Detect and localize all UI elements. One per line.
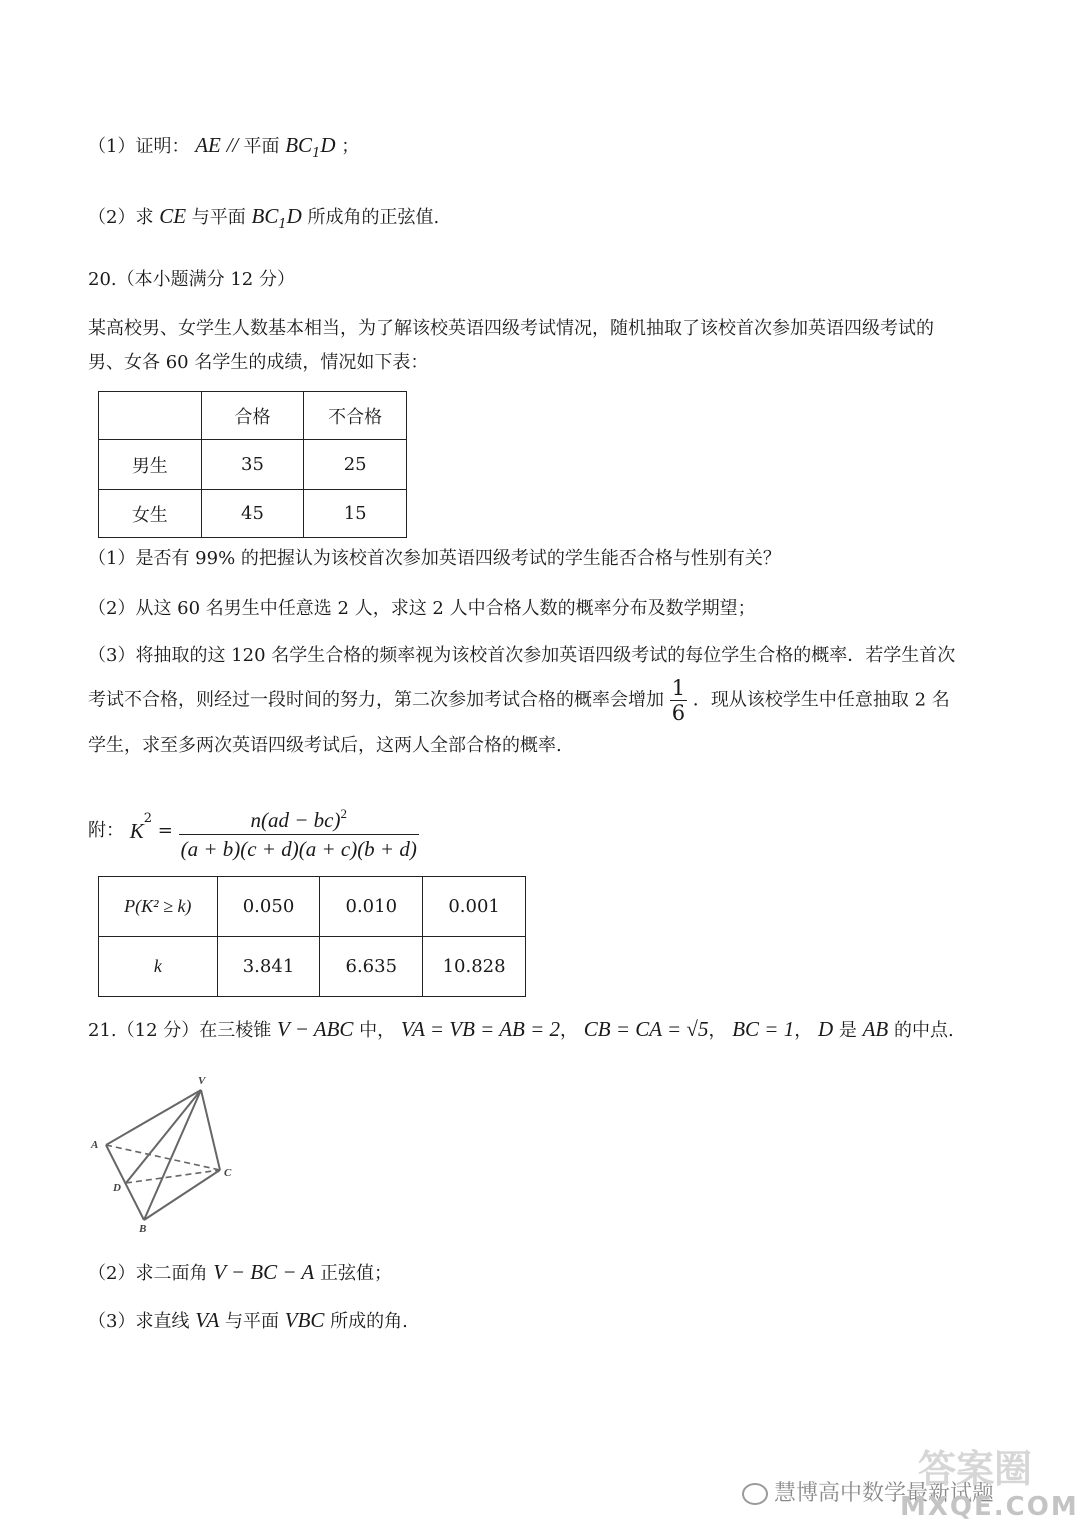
q19-part2-mid: 与平面 [191, 207, 246, 228]
formula-fraction [179, 800, 419, 863]
table-cell: 0.050 [217, 877, 320, 937]
q19-part1-plane: 平面 [243, 136, 280, 157]
label-b: B [139, 1223, 147, 1235]
formula-lhs: K [129, 819, 144, 843]
table-cell: 0.010 [320, 877, 423, 937]
q20-header: 20.（本小题满分 12 分） [88, 269, 295, 290]
q21-q2 [88, 1259, 392, 1287]
q21-q2-end: 正弦值； [320, 1263, 392, 1284]
q19-part1-expr-c: D [320, 133, 336, 157]
table-cell: 男生 [99, 440, 202, 490]
q19-part1-parallel: // [226, 133, 244, 157]
q21-mid2: ， [560, 1020, 579, 1041]
table-cell: 女生 [99, 490, 202, 538]
q19-part2-sub: 1 [278, 217, 287, 232]
q20-q3-line2 [88, 676, 950, 725]
label-a: A [91, 1139, 99, 1151]
q21-q3 [88, 1307, 408, 1335]
q21-expr-cb-ca: CB = CA = √5 [583, 1017, 709, 1041]
q19-part2-end: 所成角的正弦值. [307, 207, 440, 228]
q19-part2 [88, 203, 439, 238]
formula-numerator [179, 800, 419, 835]
q21-end: 的中点. [888, 1020, 954, 1041]
edge-dc-hidden [126, 1170, 220, 1183]
formula-lhs-sup: 2 [143, 811, 153, 826]
q19-part1 [88, 132, 359, 167]
table-cell: 10.828 [423, 937, 526, 997]
appendix-label: 附： [88, 820, 124, 841]
q19-part1-label: （1）证明： [88, 136, 190, 157]
table-label-k: k [99, 937, 218, 997]
q20-intro-line1: 某高校男、女学生人数基本相当，为了解该校英语四级考试情况，随机抽取了该校首次参加英语四级考试的 [88, 318, 934, 339]
formula-denominator: (a + b)(c + d)(a + c)(b + d) [180, 836, 417, 861]
q19-part1-expr-a: AE [195, 133, 221, 157]
q19-part1-expr-b: BC [285, 133, 313, 157]
fraction-numerator: 1 [671, 676, 686, 700]
q20-q3-line3: 学生，求至多两次英语四级考试后，这两人全部合格的概率. [88, 735, 562, 756]
formula-numerator-text: n(ad − bc) [250, 807, 341, 832]
wechat-icon [742, 1483, 768, 1505]
edge-vc [201, 1090, 220, 1170]
q20-q2: （2）从这 60 名男生中任意选 2 人，求这 2 人中合格人数的概率分布及数学期望； [88, 598, 756, 619]
pyramid-figure [84, 1070, 254, 1235]
table-corner [99, 392, 202, 440]
q21-expr-pyramid: V − ABC [277, 1017, 354, 1041]
q21-header-text: 21.（12 分）在三棱锥 [88, 1020, 272, 1041]
q21-q3-expr-vbc: VBC [284, 1308, 325, 1332]
formula-numerator-sup: 2 [340, 805, 347, 821]
label-v: V [198, 1075, 206, 1087]
table-cell: 35 [201, 440, 304, 490]
q21-mid1: 中， [353, 1020, 396, 1041]
q21-q3-end: 所成的角. [330, 1311, 408, 1332]
q20-q3-line1: （3）将抽取的这 120 名学生合格的频率视为该校首次参加英语四级考试的每位学生合格的概率．若学生首次 [88, 645, 956, 666]
q19-part1-end: ； [341, 136, 360, 157]
table-row [99, 490, 407, 538]
q20-intro-line2: 男、女各 60 名学生的成绩，情况如下表： [88, 352, 429, 373]
q20-q3-line2b: ．现从该校学生中任意抽取 2 名 [692, 689, 950, 711]
q21-q3-label: （3）求直线 [88, 1311, 190, 1332]
gender-pass-table [98, 391, 407, 538]
q21-expr-ab: AB [862, 1017, 889, 1041]
q19-part2-expr-c: D [286, 204, 302, 228]
formula-equals: = [157, 820, 179, 841]
table-cell: 6.635 [320, 937, 423, 997]
q19-part2-expr-b: BC [251, 204, 279, 228]
table-cell: 25 [304, 440, 407, 490]
table-cell: 45 [201, 490, 304, 538]
table-label-probability: P(K² ≥ k) [99, 877, 218, 937]
table-cell: 3.841 [217, 937, 320, 997]
q21-expr-va-vb-ab: VA = VB = AB = 2 [400, 1017, 561, 1041]
stamp-watermark: 答案圈 [918, 1447, 1033, 1491]
table-row [99, 937, 526, 997]
q20-q3-line2a: 考试不合格，则经过一段时间的努力，第二次参加考试合格的概率会增加 [88, 689, 664, 711]
edge-vd [126, 1090, 201, 1183]
table-header-fail: 不合格 [304, 392, 407, 440]
edge-ac-hidden [106, 1145, 220, 1170]
edge-av [106, 1090, 201, 1145]
q21-mid4: ， [794, 1020, 813, 1041]
table-row [99, 877, 526, 937]
wechat-brand-text: 慧博高中数学最新试题 [774, 1481, 995, 1506]
q21-q2-expr: V − BC − A [213, 1260, 315, 1284]
q21-mid3: ， [708, 1020, 727, 1041]
appendix-formula [88, 792, 419, 861]
table-row [99, 440, 407, 490]
table-cell: 0.001 [423, 877, 526, 937]
q19-part2-label: （2）求 [88, 207, 154, 228]
table-cell: 15 [304, 490, 407, 538]
site-watermark: MXQE.COM [900, 1492, 1079, 1522]
fraction-one-sixth [670, 676, 687, 725]
label-c: C [224, 1167, 232, 1179]
q21-q3-expr-va: VA [195, 1308, 220, 1332]
q21-q2-label: （2）求二面角 [88, 1263, 208, 1284]
q21-q3-mid: 与平面 [225, 1311, 280, 1332]
critical-value-table [98, 876, 526, 997]
q20-q1: （1）是否有 99% 的把握认为该校首次参加英语四级考试的学生能否合格与性别有关？ [88, 548, 781, 569]
fraction-denominator: 6 [671, 701, 686, 725]
q21-header [88, 1016, 954, 1044]
q19-part1-sub: 1 [312, 146, 321, 161]
label-d: D [113, 1182, 121, 1194]
q21-expr-d: D [817, 1017, 834, 1041]
table-header-pass: 合格 [201, 392, 304, 440]
q21-mid5: 是 [833, 1020, 863, 1041]
q21-expr-bc: BC = 1 [732, 1017, 795, 1041]
edge-ab [106, 1145, 144, 1220]
q19-part2-expr-a: CE [159, 204, 187, 228]
